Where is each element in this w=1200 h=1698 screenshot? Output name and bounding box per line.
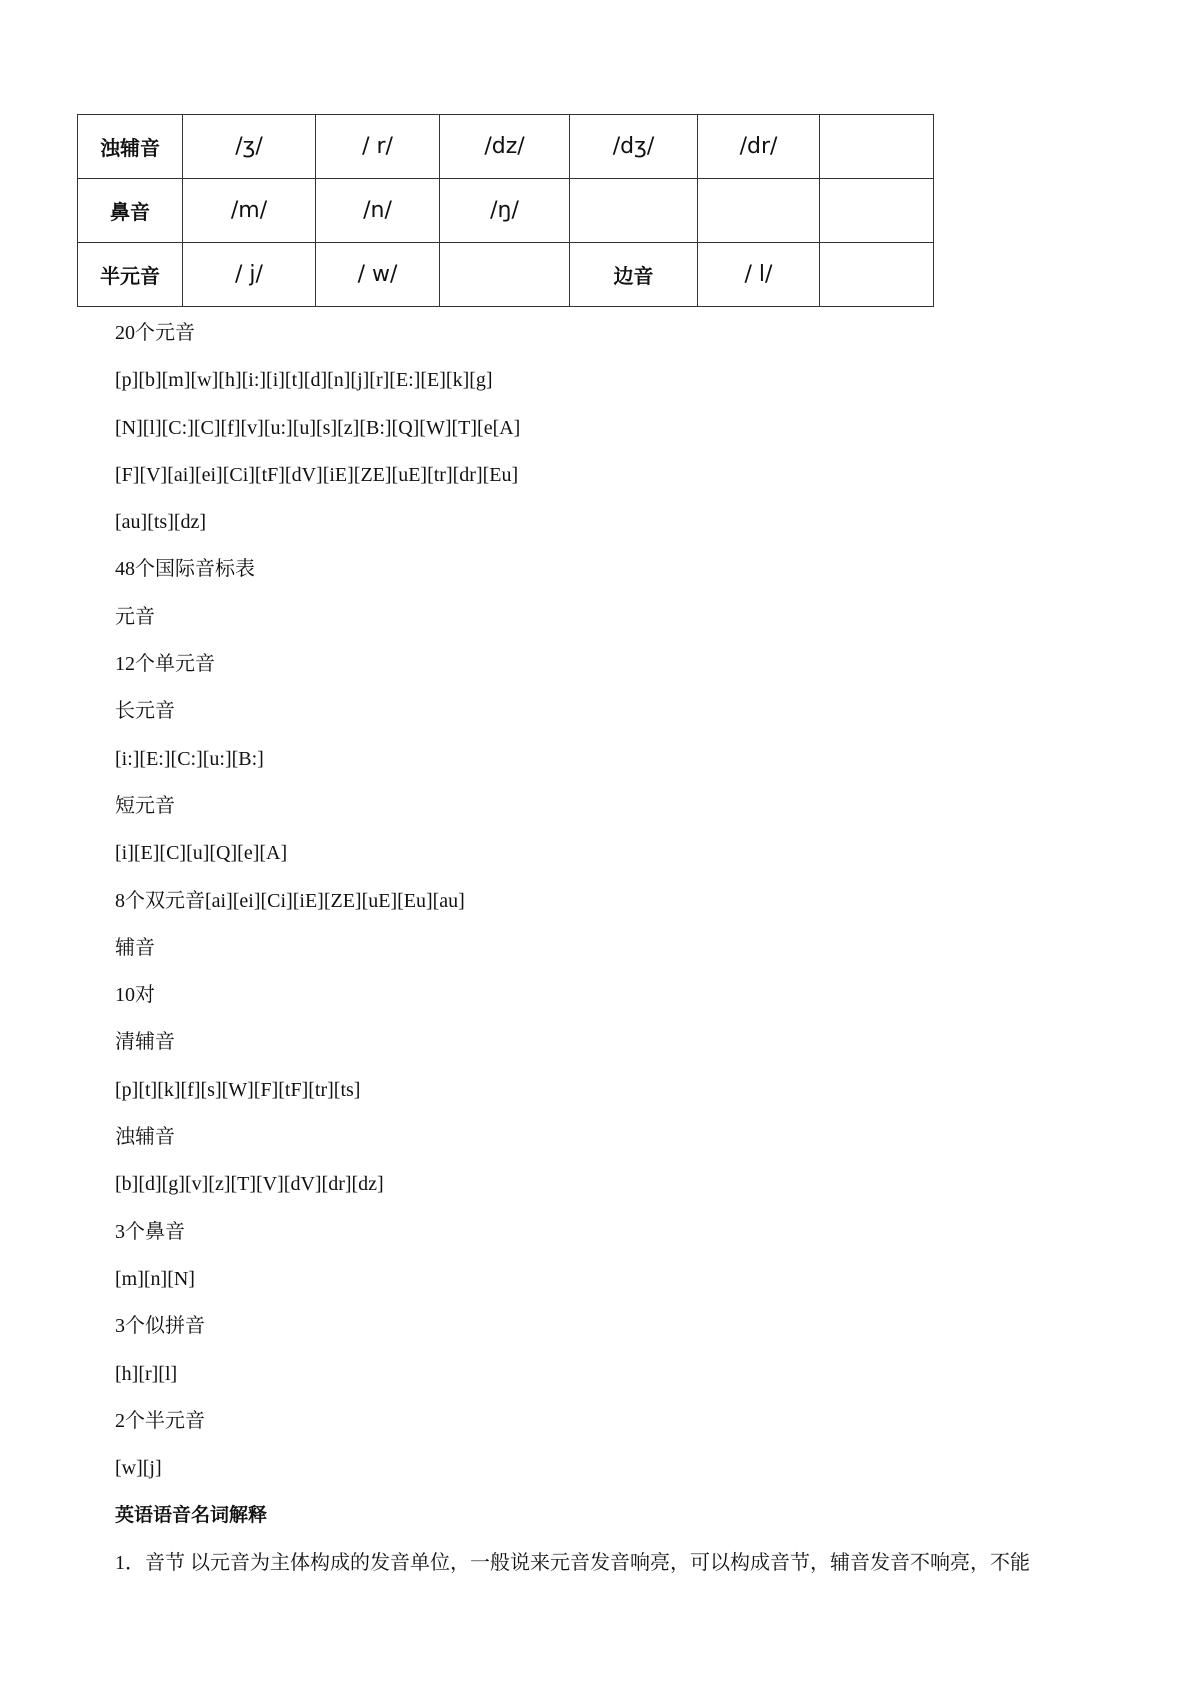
text-line: 清辅音 <box>115 1031 175 1054</box>
table-cell: / l/ <box>698 243 820 307</box>
table-row-nasals <box>78 179 934 243</box>
phonetic-table <box>77 114 934 307</box>
table-cell: /dz/ <box>440 115 570 179</box>
text-line: [i:][E:][C:][u:][B:] <box>115 747 264 770</box>
text-line: 浊辅音 <box>115 1126 175 1149</box>
text-line: 48个国际音标表 <box>115 558 255 581</box>
table-cell <box>820 179 934 243</box>
text-line: [p][t][k][f][s][W][F][tF][tr][ts] <box>115 1078 361 1101</box>
text-line: [w][j] <box>115 1457 162 1480</box>
table-cell: /dʒ/ <box>570 115 698 179</box>
table-cell <box>570 179 698 243</box>
section-heading: 英语语音名词解释 <box>115 1504 268 1527</box>
text-line: [h][r][l] <box>115 1362 178 1385</box>
table-cell: /n/ <box>316 179 440 243</box>
body-text <box>115 316 1155 1593</box>
text-line: [b][d][g][v][z][T][V][dV][dr][dz] <box>115 1173 384 1196</box>
table-row-voiced-consonants <box>78 115 934 179</box>
text-line: [p][b][m][w][h][i:][i][t][d][n][j][r][E:][E][k][g] <box>115 369 493 392</box>
table-cell: / j/ <box>183 243 316 307</box>
text-line: 3个似拼音 <box>115 1315 205 1338</box>
row-label: 鼻音 <box>78 179 183 243</box>
text-line: 10对 <box>115 984 155 1007</box>
text-line: 长元音 <box>115 700 175 723</box>
table-cell: / r/ <box>316 115 440 179</box>
table-cell <box>820 243 934 307</box>
text-line: [au][ts][dz] <box>115 511 207 534</box>
table-cell: /m/ <box>183 179 316 243</box>
table-cell <box>440 243 570 307</box>
text-line: [N][l][C:][C][f][v][u:][u][s][z][B:][Q][W][T][e[A] <box>115 416 521 439</box>
row-label: 半元音 <box>78 243 183 307</box>
text-line: [m][n][N] <box>115 1267 195 1290</box>
text-line: 12个单元音 <box>115 653 215 676</box>
text-line: [F][V][ai][ei][Ci][tF][dV][iE][ZE][uE][tr][dr][Eu] <box>115 463 519 486</box>
text-line: [i][E][C][u][Q][e][A] <box>115 842 288 865</box>
text-line: 短元音 <box>115 794 175 817</box>
text-line: 1．音节 以元音为主体构成的发音单位，一般说来元音发音响亮，可以构成音节，辅音发音不响亮，不能 <box>115 1551 1030 1574</box>
table-cell-label: 边音 <box>570 243 698 307</box>
text-line: 元音 <box>115 605 155 628</box>
text-line: 8个双元音[ai][ei][Ci][iE][ZE][uE][Eu][au] <box>115 889 465 912</box>
text-line: 辅音 <box>115 936 155 959</box>
table-cell: / w/ <box>316 243 440 307</box>
text-line: 2个半元音 <box>115 1409 205 1432</box>
table-row-semivowels <box>78 243 934 307</box>
text-line: 3个鼻音 <box>115 1220 185 1243</box>
table-cell: /dr/ <box>698 115 820 179</box>
table-cell <box>698 179 820 243</box>
table-cell: /ʒ/ <box>183 115 316 179</box>
text-line: 20个元音 <box>115 322 195 344</box>
row-label: 浊辅音 <box>78 115 183 179</box>
table-cell <box>820 115 934 179</box>
table-cell: /ŋ/ <box>440 179 570 243</box>
